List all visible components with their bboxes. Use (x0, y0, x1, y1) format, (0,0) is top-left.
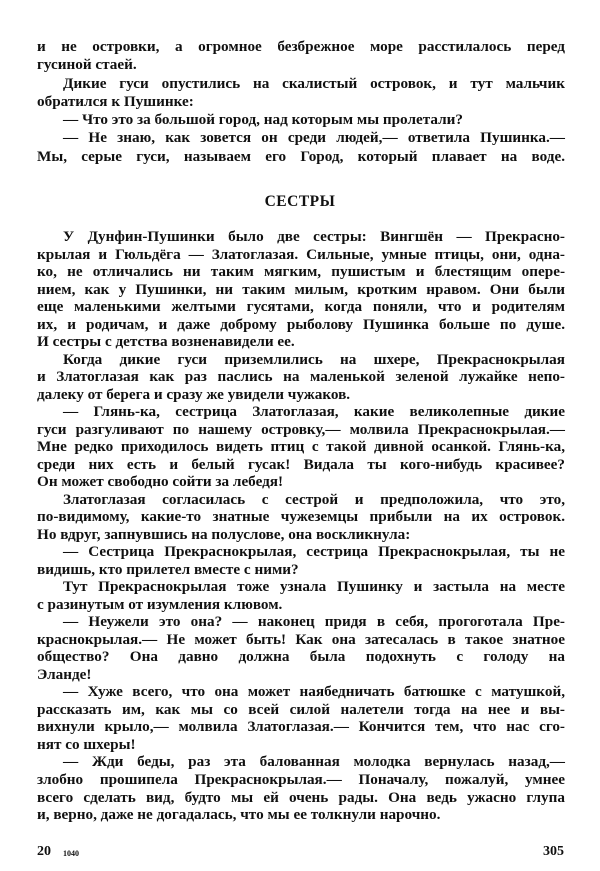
text-line: крылая и Гюльдёга — Златоглазая. Сильные, умные птицы, они, одна- (37, 245, 565, 263)
chapter-body (37, 228, 565, 824)
text-line: Мне редко приходилось видеть птиц с такой дивной осанкой. Глянь-ка, (37, 438, 565, 456)
text-line: и Златоглазая как раз паслись на маленькой зеленой лужайке непо- (37, 368, 565, 386)
text-line: У Дунфин-Пушинки было две сестры: Вингшён — Прекрасно- (63, 228, 565, 245)
text-line: злобно прошипела Прекраснокрылая.— Поначалу, пожалуй, умнее (37, 770, 565, 788)
text-line: нят со шхеры! (37, 735, 136, 753)
text-line: обратился к Пушинке: (37, 92, 194, 110)
paragraph (37, 753, 565, 823)
page-number: 305 (543, 844, 564, 859)
text-line: и не островки, а огромное безбрежное море расстилалось перед (37, 38, 565, 55)
text-line: Дикие гуси опустились на скалистый островок, и тут мальчик (63, 74, 565, 92)
text-line: — Неужели это она? — наконец придя в себя, прогоготала Пре- (63, 613, 565, 631)
paragraph (37, 403, 565, 491)
chapter-title: СЕСТРЫ (264, 193, 336, 210)
signature-number: 20 (37, 844, 51, 859)
paragraph (37, 491, 565, 544)
text-line: общество? Она давно должна была подохнуть с голоду на (37, 648, 565, 666)
text-line: среди них есть и белый гусак! Видала ты кого-нибудь красивее? (37, 455, 565, 473)
text-line: краснокрылая.— Не может быть! Как она затесалась в такое знатное (37, 630, 565, 648)
text-line: нием, как у Пушинки, ни таким милым, кротким нравом. Они были (37, 280, 565, 298)
text-line: Но вдруг, запнувшись на полуслове, она воскликнула: (37, 525, 411, 543)
text-line: всего сделать вид, будто мы ей очень рады. Она ведь ужасно глупа (37, 788, 565, 806)
paragraph (37, 683, 565, 753)
text-line: гусиной стаей. (37, 56, 137, 74)
text-line: И сестры с детства возненавидели ее. (37, 333, 295, 351)
text-line: Мы, серые гуси, называем его Город, который плавает на воде. (37, 147, 565, 165)
text-line: — Сестрица Прекраснокрылая, сестрица Прекраснокрылая, ты не (63, 543, 565, 561)
text-line: — Глянь-ка, сестрица Златоглазая, какие великолепные дикие (63, 403, 565, 421)
paragraph (37, 351, 565, 404)
paragraph (37, 228, 565, 351)
text-line: далеку от берега и сразу же увидели чужаков. (37, 385, 351, 403)
text-line: ко, не отличались ни таким мягким, пушистым и блестящим опере- (37, 263, 565, 281)
text-line: вихнули крыло,— молвила Златоглазая.— Кончится тем, что нас сго- (37, 718, 565, 736)
text-line: Когда дикие гуси приземлились на шхере, Прекраснокрылая (63, 350, 565, 368)
paragraph (37, 38, 565, 75)
text-line: видишь, кто прилетел вместе с ними? (37, 560, 299, 578)
paragraph (37, 129, 565, 166)
text-line: рассказать им, как мы со всей силой налетели тогда на нее и вы- (37, 700, 565, 718)
text-line: — Жди беды, раз эта балованная молодка вернулась назад,— (63, 753, 565, 771)
text-line: — Хуже всего, что она может наябедничать батюшке с матушкой, (63, 683, 565, 701)
paragraph (37, 111, 565, 129)
text-line: Он может свободно сойти за лебедя! (37, 473, 284, 491)
text-line: гуси разгуливают по нашему островку,— молвила Прекраснокрылая.— (37, 420, 565, 438)
text-line: — Не знаю, как зовется он среди людей,— ответила Пушинка.— (63, 129, 565, 147)
text-line: Тут Прекраснокрылая тоже узнала Пушинку и застыла на месте (63, 578, 565, 596)
paragraph (37, 578, 565, 613)
preceding-text (37, 38, 565, 166)
text-line: и, верно, даже не догадалась, что мы ее толкнули нарочно. (37, 806, 441, 824)
signature-code: 1040 (63, 849, 79, 858)
paragraph (37, 543, 565, 578)
text-line: Златоглазая согласилась с сестрой и предположила, что это, (63, 490, 565, 508)
text-line: по-видимому, какие-то знатные чужеземцы прибыли на их островок. (37, 508, 565, 526)
text-line: — Что это за большой город, над которым мы пролетали? (63, 111, 463, 129)
text-line: их, и родичам, и даже доброму рыболову Пушинка больше по душе. (37, 315, 565, 333)
printer-signature (37, 844, 79, 860)
text-line: с разинутым от изумления клювом. (37, 595, 283, 613)
paragraph (37, 75, 565, 112)
text-line: Эланде! (37, 665, 92, 683)
text-line: еще маленькими желтыми гусятами, когда поняли, что и родителям (37, 298, 565, 316)
paragraph (37, 613, 565, 683)
